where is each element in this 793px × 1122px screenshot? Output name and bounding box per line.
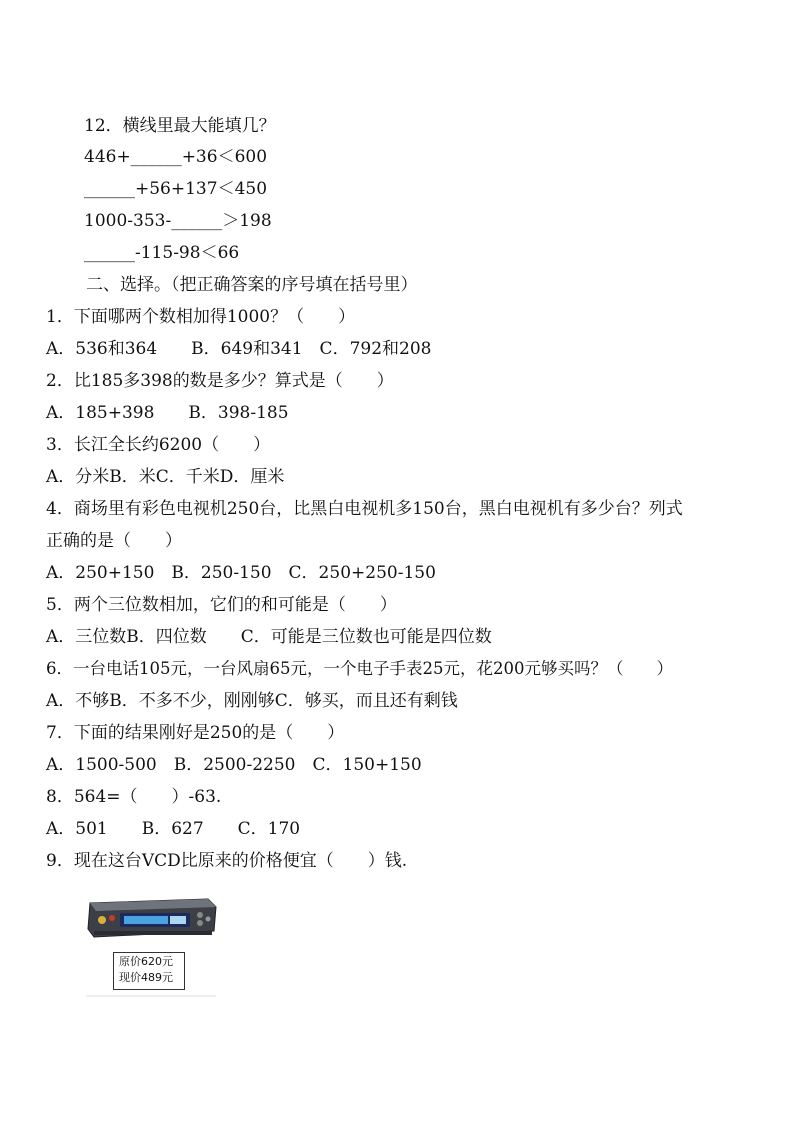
question-3: 3．长江全长约6200（ ）: [46, 435, 271, 455]
question-8: 8．564=（ ）-63.: [46, 787, 222, 807]
question-4-options: A．250+150 B．250-150 C．250+250-150: [46, 563, 436, 583]
question-6: 6．一台电话105元，一台风扇65元，一个电子手表25元，花200元够买吗？（ ）: [46, 659, 673, 678]
question-1-options: A．536和364 B．649和341 C．792和208: [46, 339, 432, 359]
fill-line-1: 446+______+36＜600: [84, 147, 268, 167]
question-5: 5．两个三位数相加，它们的和可能是（ ）: [46, 595, 397, 615]
question-3-options: A．分米B．米C．千米D．厘米: [46, 467, 285, 487]
fill-line-2: ______+56+137＜450: [84, 179, 268, 199]
question-9: 9．现在这台VCD比原来的价格便宜（ ）钱.: [46, 851, 408, 871]
question-6-options: A．不够B．不多不少，刚刚够C．够买，而且还有剩钱: [46, 691, 458, 711]
question-2-options: A．185+398 B．398-185: [46, 403, 289, 423]
question-4-cont: 正确的是（ ）: [46, 531, 182, 551]
original-price: 原价620元: [119, 955, 173, 968]
question-7-options: A．1500-500 B．2500-2250 C．150+150: [46, 755, 422, 775]
question-8-options: A．501 B．627 C．170: [46, 819, 301, 839]
fill-line-4: ______-115-98＜66: [84, 243, 240, 263]
fill-line-3: 1000-353-______＞198: [84, 211, 272, 231]
question-2: 2．比185多398的数是多少？算式是（ ）: [46, 371, 394, 391]
question-4: 4．商场里有彩色电视机250台，比黑白电视机多150台，黑白电视机有多少台？列式: [46, 499, 683, 519]
question-1: 1．下面哪两个数相加得1000？（ ）: [46, 307, 356, 327]
current-price: 现价489元: [119, 971, 173, 984]
question-7: 7．下面的结果刚好是250的是（ ）: [46, 723, 345, 743]
section-heading: 二、选择。（把正确答案的序号填在括号里）: [86, 275, 418, 295]
fill-heading: 12．横线里最大能填几？: [84, 116, 276, 136]
question-5-options: A．三位数B．四位数 C．可能是三位数也可能是四位数: [46, 627, 492, 647]
price-tag: [113, 952, 185, 990]
